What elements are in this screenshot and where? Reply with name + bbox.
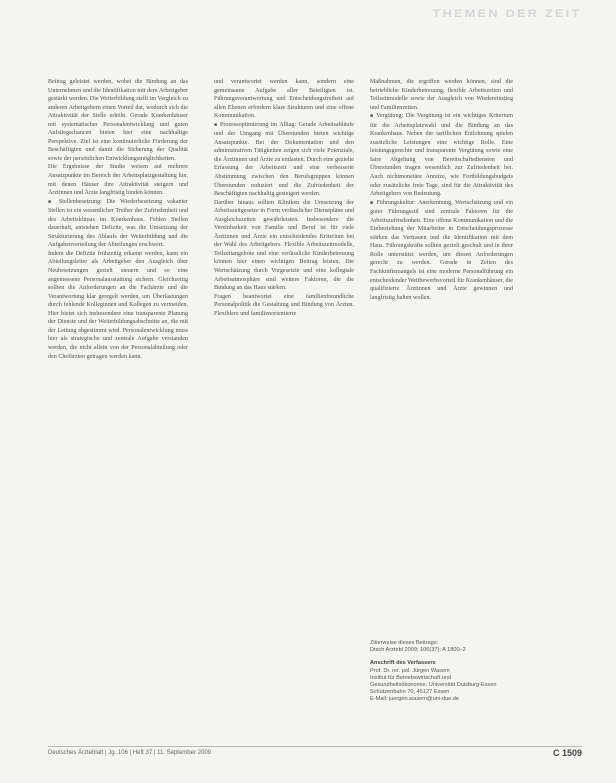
text-column-1: [48, 78, 188, 733]
address-line: Institut für Betriebswirtschaft und: [370, 674, 452, 681]
citation: [370, 640, 513, 654]
page-footer: [48, 746, 582, 761]
bullet-paragraph: ■ Prozessoptimierung im Alltag: Gerade Arbeitsabläufe und der Umgang mit Überstunden bieten wichtige Ansatzpunkte. Bei der Dokumentation und den administrativen Tätigkeiten zeigen sich viele Potenziale, die Ärztinnen und Ärzte zu entlasten. Durch eine gezielte Erfassung der Arbeitszeit und eine verbesserte Abstimmung zwischen den Berufsgruppen können Überstunden reduziert und die Zufriedenheit der Beschäftigten nachhaltig gesteigert werden.: [214, 121, 354, 199]
address-line: Schützenbahn 70, 45127 Essen: [370, 689, 450, 696]
paragraph: Fragen beantwortet eine familienfreundliche Personalpolitik die Gestaltung und Bindung von Ärzten. Flexiblere und familienorientierte: [214, 293, 354, 317]
paragraph: und verantwortet werden kann, sondern eine gemeinsame Aufgabe aller Beteiligten ist. Führungsverantwortung und Entscheidungsfreiheit auf allen Ebenen erfordern klare Strukturen und eine offene Kommunikation.: [214, 79, 354, 120]
address-line: E-Mail: juergen.wasem@uni-due.de: [370, 696, 460, 703]
paragraph: Die Ergebnisse der Studie weisen auf mehrere Ansatzpunkte im Bereich der Arbeitsplatzgestaltung hin, mit denen Häuser ihre Attraktivität steigern und Ärztinnen und Ärzte langfristig binden können.: [48, 164, 188, 197]
journal-info: Deutsches Ärzteblatt | Jg. 106 | Heft 37 | 11. September 2009: [48, 750, 211, 756]
author-info-box: [370, 640, 513, 704]
section-label: THEMEN DER ZEIT: [432, 8, 582, 20]
bullet-paragraph: ■ Vergütung: Die Vergütung ist ein wichtiges Kriterium für die Arbeitsplatzwahl und die Bindung an das Krankenhaus. Neben der tariflichen Entlohnung spielen zusätzliche Leistungen eine wichtige Rolle. Eine leistungsgerechte und transparente Vergütung sowie eine faire Abgeltung von Bereitschaftsdiensten und Überstunden tragen wesentlich zur Zufriedenheit bei. Auch nichtmonetäre Anreize, wie Fortbildungsbudgets oder zusätzliche freie Tage, sind für die Attraktivität des Arbeitgebers von Bedeutung.: [370, 112, 513, 198]
citation-reference: Dtsch Arztebl 2009; 106(37): A 1800–2: [370, 647, 466, 654]
paragraph: Indem die Defizite frühzeitig erkannt werden, kann ein Abteilungsleiter als Arbeitgeber den Ausgleich über Neubesetzungen gezielt steuern und so eine angemessene Personalausstattung sichern. Gleichzeitig sollten die Anforderungen an die Fachärzte und die Verantwortung klar geregelt werden, um Überlastungen durch fehlende Kolleginnen und Kollegen zu vermeiden. Hier bietet sich insbesondere eine transparente Planung der Dienste und der Weiterbildungsabschnitte an, die mit der Leitung abgestimmt wird. Personalentwicklung muss hier als strategische und zentrale Aufgabe verstanden werden, die nicht allein von der Personalabteilung oder den Chefärzten getragen werden kann.: [48, 250, 188, 360]
text-column-3: [370, 78, 513, 634]
paragraph: Beitrag geleistet werden, wobei die Bindung an das Unternehmen und die Identifikation mit dem Arbeitgeber gestärkt werden. Die Weiterbildung stellt im Vergleich zu anderen Arbeitgebern einen Vorteil dar, wodurch sich die Attraktivität der Stelle erhöht. Gerade Krankenhäuser mit systematischer Personalentwicklung und guten Aufstiegschancen bieten hier eine nachhaltige Perspektive. Ziel ist eine kontinuierliche Förderung der Beschäftigten und damit die Sicherung der Qualität sowie der persönlichen Entwicklungsmöglichkeiten.: [48, 79, 188, 162]
paragraph: Darüber hinaus sollten Kliniken die Umsetzung der Arbeitszeitgesetze in Form verlässlicher Dienstpläne und Ausgleichszeiten gewährleisten. Insbesondere die Vereinbarkeit von Familie und Beruf ist für viele Ärztinnen und Ärzte ein entscheidendes Kriterium bei der Wahl des Arbeitgebers. Flexible Arbeitszeitmodelle, Teilzeitangebote und eine verlässliche Kinderbetreuung können hier einen wichtigen Beitrag leisten. Die Wertschätzung durch Vorgesetzte und eine kollegiale Arbeitsatmosphäre sind weitere Faktoren, die die Bindung an das Haus stärken.: [214, 199, 354, 292]
citation-label: Zitierweise dieses Beitrags:: [370, 640, 439, 646]
address-line: Prof. Dr. rer. pol. Jürgen Wasem: [370, 667, 450, 674]
paragraph: Maßnahmen, die ergriffen werden können, sind die betriebliche Kinderbetreuung, flexible Arbeitszeiten und Teilzeitmodelle sowie der Ausgleich von Wiedereinstieg und Familienzeiten.: [370, 79, 513, 111]
bullet-paragraph: ■ Führungskultur: Anerkennung, Wertschätzung und ein guter Führungsstil sind zentrale Faktoren für die Arbeitszufriedenheit. Eine offene Kommunikation und die Einbeziehung der Mitarbeiter in Entscheidungsprozesse stärken das Vertrauen und die Identifikation mit dem Haus. Führungskräfte sollten gezielt geschult und in ihrer Rolle unterstützt werden, um diesen Anforderungen gerecht zu werden. Gerade in Zeiten des Fachkräftemangels ist eine moderne Personalführung ein entscheidender Wettbewerbsvorteil für Krankenhäuser, die qualifizierte Ärztinnen und Ärzte gewinnen und langfristig halten wollen.: [370, 199, 513, 303]
bullet-paragraph: ■ Stellenbesetzung: Die Wiederbesetzung vakanter Stellen ist ein wesentlicher Treiber der Zufriedenheit und des Arbeitsklimas im Krankenhaus. Fehlen Stellen dauerhaft, entstehen Defizite, was die Umsetzung der Strukturierung des Ablaufs der Weiterbildung und die Aufgabenverteilung der Abteilungen erschwert.: [48, 198, 188, 250]
address-title: Anschrift des Verfassers: [370, 660, 436, 667]
text-column-2: [214, 78, 354, 733]
address-line: Gesundheitsökonomie, Universität Duisburg-Essen: [370, 682, 497, 689]
page-number: C 1509: [552, 748, 582, 758]
